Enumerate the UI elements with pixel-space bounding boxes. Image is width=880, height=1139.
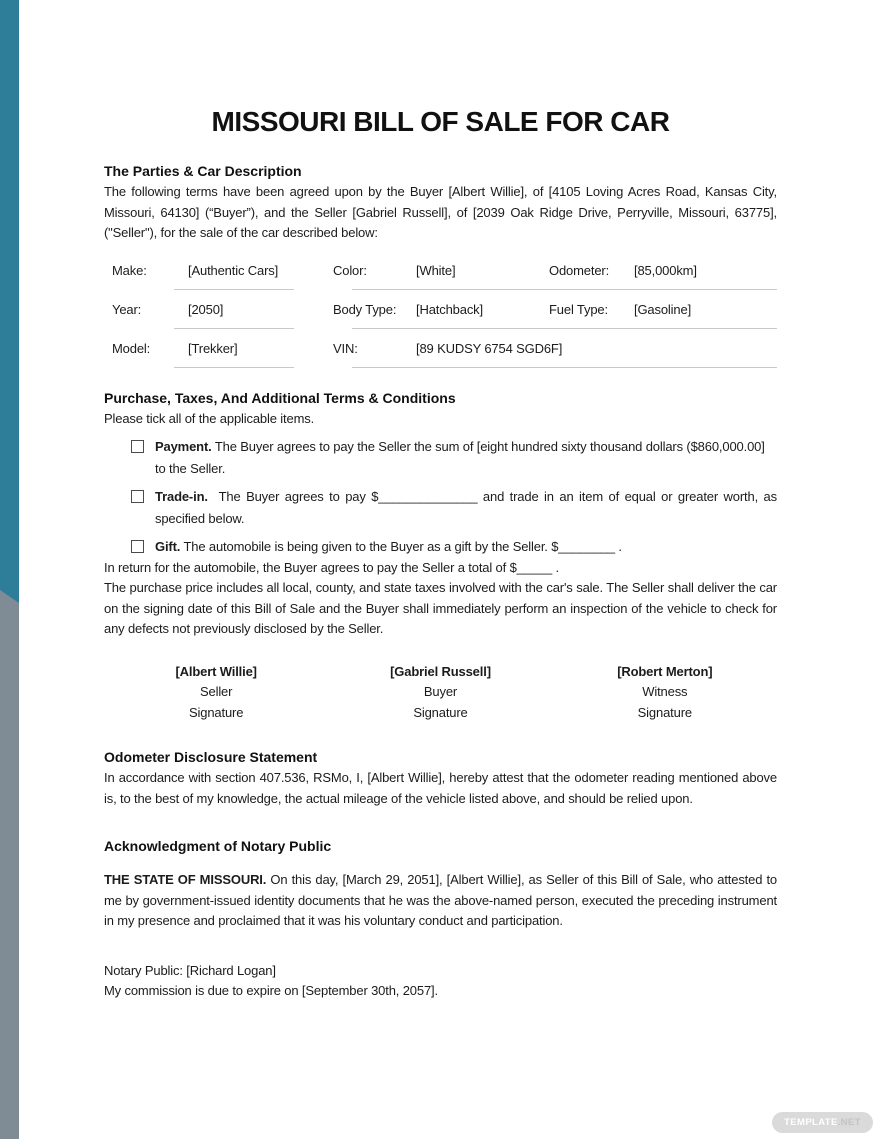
- notary-details: [104, 961, 777, 1002]
- gift-checkbox[interactable]: [131, 540, 144, 553]
- body-type-label: Body Type:: [333, 301, 397, 317]
- make-label: Make:: [112, 262, 147, 278]
- left-edge-teal-bar: [0, 0, 19, 603]
- fuel-type-label: Fuel Type:: [549, 301, 608, 317]
- total-line: In return for the automobile, the Buyer agrees to pay the Seller a total of $_____ .: [104, 559, 559, 575]
- fuel-type-value: [Gasoline]: [634, 301, 692, 317]
- checkbox-item-payment: [104, 436, 777, 479]
- odometer-value: [85,000km]: [634, 262, 697, 278]
- odometer-text: In accordance with section 407.536, RSMo, I, [Albert Willie], hereby attest that the odometer reading mentioned above is, to the best of my knowledge, the actual mileage of the vehicle listed above, and should be relied upon.: [104, 770, 777, 806]
- seller-signature-column: [104, 662, 328, 724]
- vin-label: VIN:: [333, 340, 358, 356]
- section-parties: [104, 163, 777, 244]
- odometer-label: Odometer:: [549, 262, 610, 278]
- trade-in-text: Trade-in. The Buyer agrees to pay $______________ and trade in an item of equal or greater worth, as specified below.: [155, 489, 777, 526]
- purchase-heading: Purchase, Taxes, And Additional Terms & Conditions: [104, 389, 456, 406]
- section-purchase-terms: [104, 390, 777, 640]
- purchase-instruction: Please tick all of the applicable items.: [104, 410, 315, 426]
- notary-heading: Acknowledgment of Notary Public: [104, 838, 332, 854]
- page-title: MISSOURI BILL OF SALE FOR CAR: [211, 106, 670, 137]
- payment-checkbox[interactable]: [131, 440, 144, 453]
- buyer-signature-caption: Signature: [413, 704, 468, 720]
- witness-signature-caption: Signature: [637, 704, 692, 720]
- table-row: [104, 290, 777, 329]
- model-value: [Trekker]: [188, 340, 238, 356]
- make-value: [Authentic Cars]: [188, 262, 279, 278]
- seller-role: Seller: [199, 684, 233, 699]
- odometer-heading: Odometer Disclosure Statement: [104, 749, 318, 765]
- payment-label: Payment.: [155, 439, 212, 454]
- color-value: [White]: [416, 262, 456, 278]
- year-value: [2050]: [188, 301, 224, 317]
- checkbox-item-trade-in: [104, 486, 777, 529]
- notary-commission-line: My commission is due to expire on [September 30th, 2057].: [104, 983, 438, 998]
- vin-value: [89 KUDSY 6754 SGD6F]: [416, 340, 563, 356]
- brand-name-primary: TEMPLATE: [784, 1117, 838, 1128]
- witness-role: Witness: [642, 684, 688, 699]
- section-notary: [104, 838, 777, 1002]
- table-row: [104, 251, 777, 290]
- gift-label: Gift.: [155, 539, 181, 554]
- trade-in-checkbox[interactable]: [131, 490, 144, 503]
- payment-text: Payment. The Buyer agrees to pay the Seller the sum of [eight hundred sixty thousand dollars ($860,000.00] to the Seller.: [155, 439, 765, 476]
- buyer-name: [Gabriel Russell]: [390, 663, 491, 679]
- signature-block: [104, 662, 777, 724]
- table-row: [104, 329, 777, 368]
- notary-paragraph: THE STATE OF MISSOURI. On this day, [March 29, 2051], [Albert Willie], as Seller of this Bill of Sale, who attested to me by government-issued identity documents that he was the above-named person, executed the preceding instrument in my presence and proclaimed that it was his voluntary conduct and participation.: [104, 872, 777, 928]
- model-label: Model:: [112, 340, 151, 356]
- seller-signature-caption: Signature: [189, 704, 244, 720]
- witness-signature-column: [553, 662, 777, 724]
- parties-intro: The following terms have been agreed upon by the Buyer [Albert Willie], of [4105 Loving Acres Road, Kansas City, Missouri, 64130] (“Buyer”), and the Seller [Gabriel Russell], of [2039 Oak Ridge Drive, Perryville, Missouri, 63775], ("Seller"), for the sale of the car described below:: [104, 184, 777, 240]
- parties-heading: The Parties & Car Description: [104, 163, 302, 179]
- gift-text: Gift. The automobile is being given to the Buyer as a gift by the Seller. $________ .: [155, 539, 622, 554]
- color-label: Color:: [333, 262, 367, 278]
- template-net-watermark: [772, 1112, 873, 1133]
- table-rule: [174, 367, 294, 368]
- document-content: [104, 0, 777, 1002]
- car-description-table: [104, 251, 777, 368]
- checkbox-list: [104, 436, 777, 558]
- notary-state-label: THE STATE OF MISSOURI.: [104, 872, 267, 887]
- witness-name: [Robert Merton]: [617, 663, 713, 679]
- year-label: Year:: [112, 301, 142, 317]
- buyer-role: Buyer: [423, 684, 458, 699]
- table-rule: [352, 367, 777, 368]
- notary-public-line: Notary Public: [Richard Logan]: [104, 962, 276, 978]
- trade-in-label: Trade-in.: [155, 489, 208, 504]
- brand-name-secondary: .NET: [837, 1117, 861, 1128]
- buyer-signature-column: [328, 662, 552, 724]
- seller-name: [Albert Willie]: [175, 663, 257, 679]
- purchase-terms-paragraph: The purchase price includes all local, county, and state taxes involved with the car's sale. The Seller shall deliver the car on the signing date of this Bill of Sale and the Buyer shall immediately perform an inspection of the vehicle to check for any defects not previously disclosed by the Seller.: [104, 580, 777, 636]
- section-odometer-disclosure: [104, 749, 777, 809]
- checkbox-item-gift: [104, 536, 777, 558]
- body-type-value: [Hatchback]: [416, 301, 483, 317]
